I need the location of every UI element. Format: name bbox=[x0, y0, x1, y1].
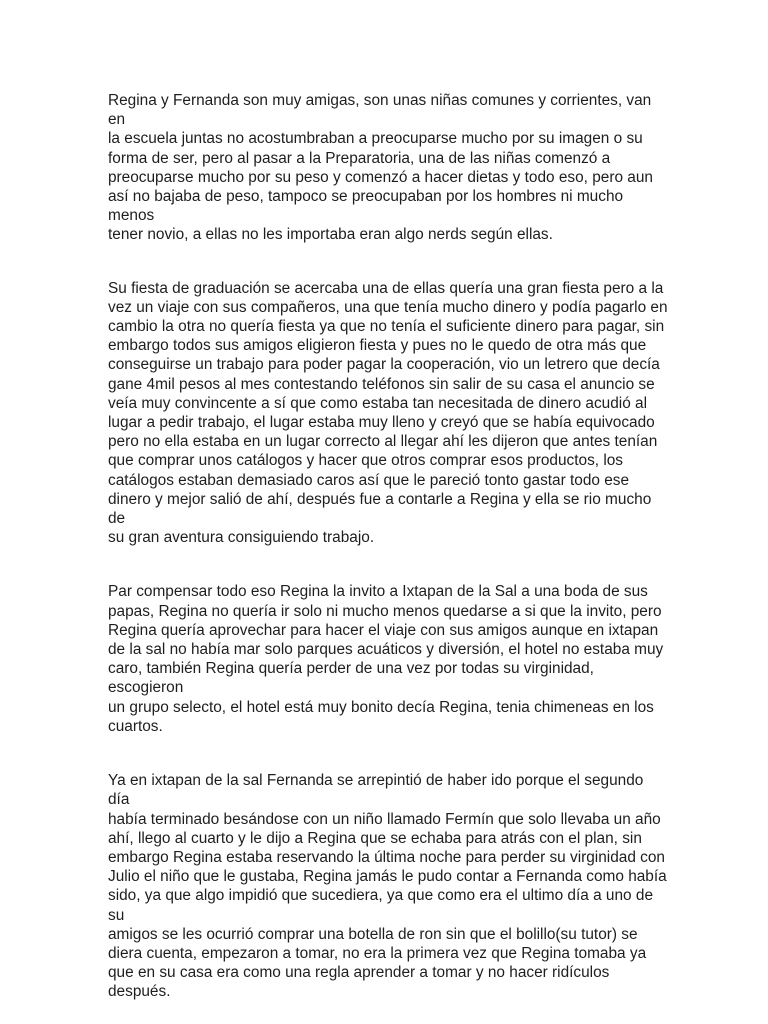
paragraph-2: Su fiesta de graduación se acercaba una de ellas quería una gran fiesta pero a la vez un viaje con sus compañeros, una que tenía mucho dinero y podía pagarlo en cambio la otra no quería fiesta ya que no tenía el suficiente dinero para pagar, sin embargo todos sus amigos eligieron fiesta y pues no le quedo de otra más que conseguirse un trabajo para poder pagar la cooperación, vio un letrero que decía gane 4mil pesos al mes contestando teléfonos sin salir de su casa el anuncio se veía muy convincente a sí que como estaba tan necesitada de dinero acudió al lugar a pedir trabajo, el lugar estaba muy lleno y creyó que se había equivocado pero no ella estaba en un lugar correcto al llegar ahí les dijeron que antes tenían que comprar unos catálogos y hacer que otros comprar esos productos, los catálogos estaban demasiado caros así que le pareció tonto gastar todo ese dinero y mejor salió de ahí, después fue a contarle a Regina y ella se rio mucho de su gran aventura consiguiendo trabajo. bbox=[108, 279, 668, 547]
paragraph-1: Regina y Fernanda son muy amigas, son unas niñas comunes y corrientes, van en la escuela juntas no acostumbraban a preocuparse mucho por su imagen o su forma de ser, pero al pasar a la Preparatoria, una de las niñas comenzó a preocuparse mucho por su peso y comenzó a hacer dietas y todo eso, pero aun así no bajaba de peso, tampoco se preocupaban por los hombres ni mucho menos tener novio, a ellas no les importaba eran algo nerds según ellas. bbox=[108, 92, 653, 244]
paragraph-3: Par compensar todo eso Regina la invito a Ixtapan de la Sal a una boda de sus papas, Regina no quería ir solo ni mucho menos quedarse a si que la invito, pero Regina quería aprovechar para hacer el viaje con sus amigos aunque en ixtapan de la sal no había mar solo parques acuáticos y diversión, el hotel no estaba muy caro, también Regina quería perder de una vez por todas su virginidad, escogieron un grupo selecto, el hotel está muy bonito decía Regina, tenia chimeneas en los cuartos. bbox=[108, 583, 664, 735]
document-body bbox=[108, 91, 668, 1002]
paragraph-4: Ya en ixtapan de la sal Fernanda se arrepintió de haber ido porque el segundo día había terminado besándose con un niño llamado Fermín que solo llevaba un año ahí, llego al cuarto y le dijo a Regina que se echaba para atrás con el plan, sin embargo Regina estaba reservando la última noche para perder su virginidad con Julio el niño que le gustaba, Regina jamás le pudo contar a Fernanda como había sido, ya que algo impidió que sucediera, ya que como era el ultimo día a uno de su amigos se les ocurrió comprar una botella de ron sin que el bolillo(su tutor) se diera cuenta, empezaron a tomar, no era la primera vez que Regina tomaba ya que en su casa era como una regla aprender a tomar y no hacer ridículos después. bbox=[108, 772, 667, 1001]
